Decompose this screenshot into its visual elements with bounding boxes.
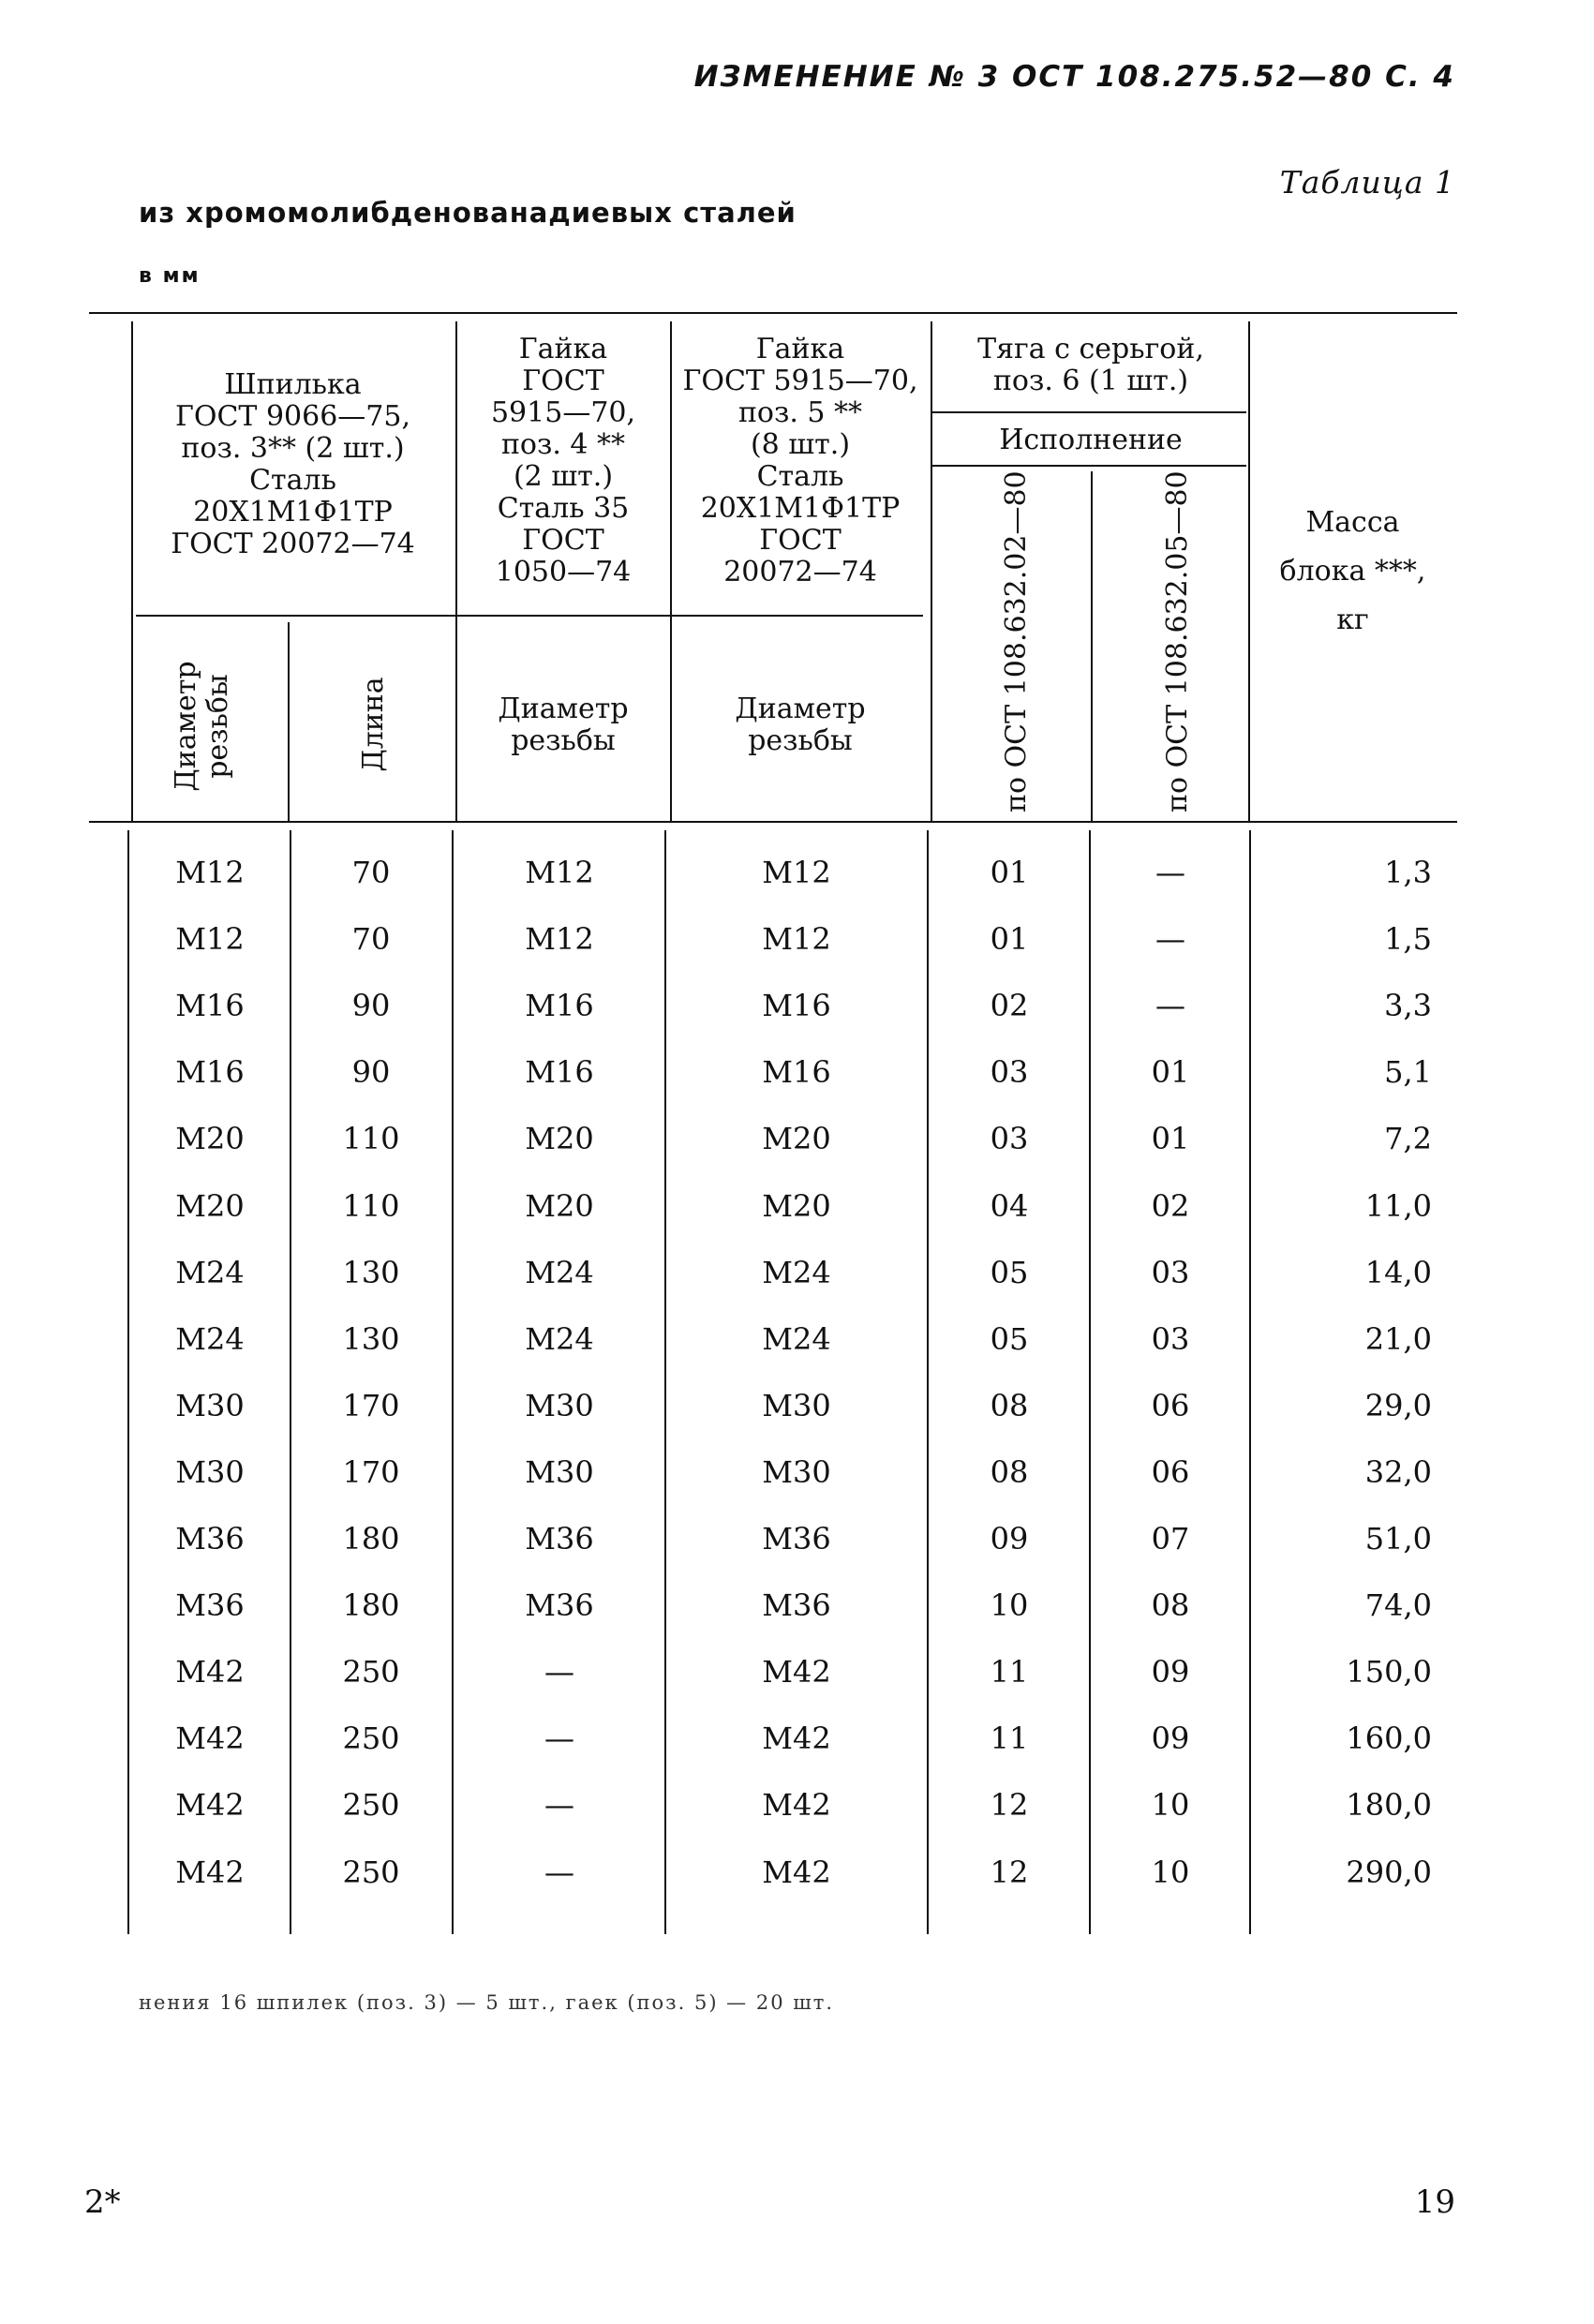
v-stud-split-b [290, 830, 291, 1934]
cell-exec-b: 01 [1151, 1054, 1190, 1090]
cell-exec-a: 08 [990, 1454, 1029, 1490]
cell-exec-b: 06 [1151, 1388, 1190, 1423]
cell-nut4-diam: М36 [525, 1521, 594, 1557]
execution-split-rule [932, 465, 1246, 467]
v-nut4-h [455, 321, 457, 821]
cell-stud-length: 70 [351, 855, 391, 890]
cell-exec-a: 08 [990, 1388, 1029, 1423]
cell-stud-diam: М42 [175, 1787, 245, 1823]
v-left-b [127, 830, 129, 1934]
cell-stud-diam: М20 [175, 1121, 245, 1156]
cell-exec-b: 03 [1151, 1321, 1190, 1357]
cell-mass: 150,0 [1346, 1654, 1432, 1690]
cell-exec-b: 09 [1151, 1654, 1190, 1690]
cell-nut4-diam: М16 [525, 1054, 594, 1090]
cell-mass: 74,0 [1364, 1587, 1432, 1623]
cell-mass: 32,0 [1364, 1454, 1432, 1490]
table-subtitle: из хромомолибденованадиевых сталей [139, 197, 797, 229]
cell-stud-diam: М24 [175, 1321, 245, 1357]
cell-mass: 14,0 [1364, 1255, 1432, 1290]
cell-exec-b: 03 [1151, 1255, 1190, 1290]
header-split-rule [136, 615, 923, 617]
cell-nut4-diam: — [544, 1787, 574, 1823]
cell-exec-a: 05 [990, 1321, 1029, 1357]
cell-mass: 1,3 [1384, 855, 1432, 890]
cell-stud-length: 90 [351, 1054, 391, 1090]
v-rod-b [927, 830, 929, 1934]
cell-nut5-diam: М12 [762, 855, 831, 890]
cell-stud-length: 250 [342, 1654, 400, 1690]
cell-nut4-diam: М12 [525, 921, 594, 957]
rod-header: Тяга с серьгой, поз. 6 (1 шт.) [977, 333, 1204, 397]
nut4-header: Гайка ГОСТ 5915—70, поз. 4 ** (2 шт.) Сталь 35 ГОСТ 1050—74 [490, 333, 636, 588]
cell-exec-a: 10 [990, 1587, 1029, 1623]
cell-nut4-diam: — [544, 1721, 574, 1756]
cell-nut5-diam: М30 [762, 1454, 831, 1490]
cell-stud-diam: М16 [175, 988, 245, 1023]
cell-exec-a: 12 [990, 1855, 1029, 1890]
cell-nut5-diam: М20 [762, 1188, 831, 1224]
cell-nut5-diam: М42 [762, 1855, 831, 1890]
cell-exec-b: 09 [1151, 1721, 1190, 1756]
rod-split-rule [932, 411, 1246, 413]
footnote: нения 16 шпилек (поз. 3) — 5 шт., гаек (поз. 5) — 20 шт. [139, 1991, 835, 2014]
v-nut4-b [452, 830, 454, 1934]
table-header-bottom-rule [89, 821, 1457, 823]
cell-stud-length: 110 [342, 1121, 400, 1156]
cell-stud-length: 250 [342, 1855, 400, 1890]
cell-nut5-diam: М30 [762, 1388, 831, 1423]
cell-stud-length: 90 [351, 988, 391, 1023]
cell-nut4-diam: М24 [525, 1255, 594, 1290]
nut4-diam-label: Диаметр резьбы [498, 693, 629, 757]
cell-stud-diam: М24 [175, 1255, 245, 1290]
cell-exec-b: 10 [1151, 1787, 1190, 1823]
v-mass-h [1248, 321, 1250, 821]
cell-stud-length: 130 [342, 1321, 400, 1357]
execution-header: Исполнение [999, 424, 1183, 456]
cell-nut5-diam: М42 [762, 1654, 831, 1690]
cell-stud-diam: М36 [175, 1521, 245, 1557]
cell-mass: 29,0 [1364, 1388, 1432, 1423]
cell-stud-length: 130 [342, 1255, 400, 1290]
stud-header: Шпилька ГОСТ 9066—75, поз. 3** (2 шт.) Сталь 20Х1М1Ф1ТР ГОСТ 20072—74 [171, 368, 415, 560]
nut5-header: Гайка ГОСТ 5915—70, поз. 5 ** (8 шт.) Сталь 20Х1М1Ф1ТР ГОСТ 20072—74 [682, 333, 918, 588]
cell-exec-b: — [1155, 921, 1185, 957]
cell-nut5-diam: М42 [762, 1721, 831, 1756]
cell-nut4-diam: — [544, 1654, 574, 1690]
cell-exec-a: 03 [990, 1121, 1029, 1156]
signature-mark: 2* [84, 2183, 121, 2221]
cell-stud-length: 250 [342, 1721, 400, 1756]
cell-nut5-diam: М24 [762, 1321, 831, 1357]
table-label: Таблица 1 [1279, 164, 1455, 201]
cell-stud-length: 250 [342, 1787, 400, 1823]
page-number: 19 [1414, 2183, 1455, 2221]
cell-nut4-diam: М20 [525, 1121, 594, 1156]
cell-stud-diam: М30 [175, 1388, 245, 1423]
v-nut5-h [670, 321, 672, 821]
cell-stud-diam: М12 [175, 921, 245, 957]
v-nut5-b [664, 830, 666, 1934]
cell-exec-a: 11 [990, 1721, 1029, 1756]
cell-stud-diam: М16 [175, 1054, 245, 1090]
cell-exec-a: 11 [990, 1654, 1029, 1690]
cell-exec-b: — [1155, 855, 1185, 890]
exec-a-label: по ОСТ 108.632.02—80 [1000, 470, 1033, 812]
v-left-h [131, 321, 133, 821]
cell-nut4-diam: М24 [525, 1321, 594, 1357]
cell-stud-diam: М42 [175, 1855, 245, 1890]
cell-nut4-diam: М30 [525, 1388, 594, 1423]
cell-exec-a: 05 [990, 1255, 1029, 1290]
cell-mass: 3,3 [1384, 988, 1432, 1023]
cell-exec-b: 02 [1151, 1188, 1190, 1224]
cell-stud-length: 170 [342, 1388, 400, 1423]
cell-nut5-diam: М12 [762, 921, 831, 957]
cell-nut5-diam: М20 [762, 1121, 831, 1156]
cell-nut4-diam: М36 [525, 1587, 594, 1623]
v-mass-b [1249, 830, 1251, 1934]
cell-nut5-diam: М16 [762, 988, 831, 1023]
exec-b-label: по ОСТ 108.632.05—80 [1161, 470, 1194, 812]
cell-exec-a: 02 [990, 988, 1029, 1023]
cell-stud-length: 110 [342, 1188, 400, 1224]
cell-nut5-diam: М24 [762, 1255, 831, 1290]
cell-mass: 51,0 [1364, 1521, 1432, 1557]
cell-nut4-diam: — [544, 1855, 574, 1890]
cell-mass: 1,5 [1384, 921, 1432, 957]
cell-exec-b: 01 [1151, 1121, 1190, 1156]
v-stud-split-h [288, 622, 290, 821]
cell-exec-a: 01 [990, 855, 1029, 890]
table-top-rule [89, 312, 1457, 314]
v-rod-h [931, 321, 932, 821]
cell-exec-b: 10 [1151, 1855, 1190, 1890]
cell-stud-length: 180 [342, 1521, 400, 1557]
cell-nut4-diam: М30 [525, 1454, 594, 1490]
header-title: ИЗМЕНЕНИЕ № 3 ОСТ 108.275.52—80 С. 4 [693, 60, 1455, 94]
cell-nut4-diam: М12 [525, 855, 594, 890]
cell-nut4-diam: М16 [525, 988, 594, 1023]
cell-mass: 160,0 [1346, 1721, 1432, 1756]
cell-stud-diam: М30 [175, 1454, 245, 1490]
cell-nut4-diam: М20 [525, 1188, 594, 1224]
cell-nut5-diam: М36 [762, 1587, 831, 1623]
stud-diam-label: Диаметр резьбы [170, 661, 234, 792]
cell-nut5-diam: М36 [762, 1521, 831, 1557]
cell-exec-b: — [1155, 988, 1185, 1023]
cell-exec-a: 03 [990, 1054, 1029, 1090]
cell-nut5-diam: М16 [762, 1054, 831, 1090]
cell-exec-b: 08 [1151, 1587, 1190, 1623]
cell-exec-a: 09 [990, 1521, 1029, 1557]
mass-header: Масса блока ***, кг [1279, 506, 1426, 636]
cell-nut5-diam: М42 [762, 1787, 831, 1823]
cell-stud-diam: М12 [175, 855, 245, 890]
cell-stud-length: 180 [342, 1587, 400, 1623]
cell-mass: 290,0 [1346, 1855, 1432, 1890]
cell-exec-a: 04 [990, 1188, 1029, 1224]
cell-mass: 11,0 [1364, 1188, 1432, 1224]
cell-stud-length: 70 [351, 921, 391, 957]
cell-mass: 180,0 [1346, 1787, 1432, 1823]
cell-mass: 7,2 [1384, 1121, 1432, 1156]
cell-stud-diam: М20 [175, 1188, 245, 1224]
cell-exec-a: 01 [990, 921, 1029, 957]
v-exec-split-b [1089, 830, 1091, 1934]
cell-exec-a: 12 [990, 1787, 1029, 1823]
cell-stud-diam: М42 [175, 1654, 245, 1690]
v-exec-split-h [1091, 471, 1093, 821]
cell-mass: 21,0 [1364, 1321, 1432, 1357]
cell-exec-b: 07 [1151, 1521, 1190, 1557]
cell-stud-diam: М36 [175, 1587, 245, 1623]
cell-stud-length: 170 [342, 1454, 400, 1490]
cell-mass: 5,1 [1384, 1054, 1432, 1090]
units-label: в мм [139, 264, 201, 288]
cell-stud-diam: М42 [175, 1721, 245, 1756]
stud-length-label: Длина [357, 677, 390, 772]
cell-exec-b: 06 [1151, 1454, 1190, 1490]
nut5-diam-label: Диаметр резьбы [735, 693, 866, 757]
